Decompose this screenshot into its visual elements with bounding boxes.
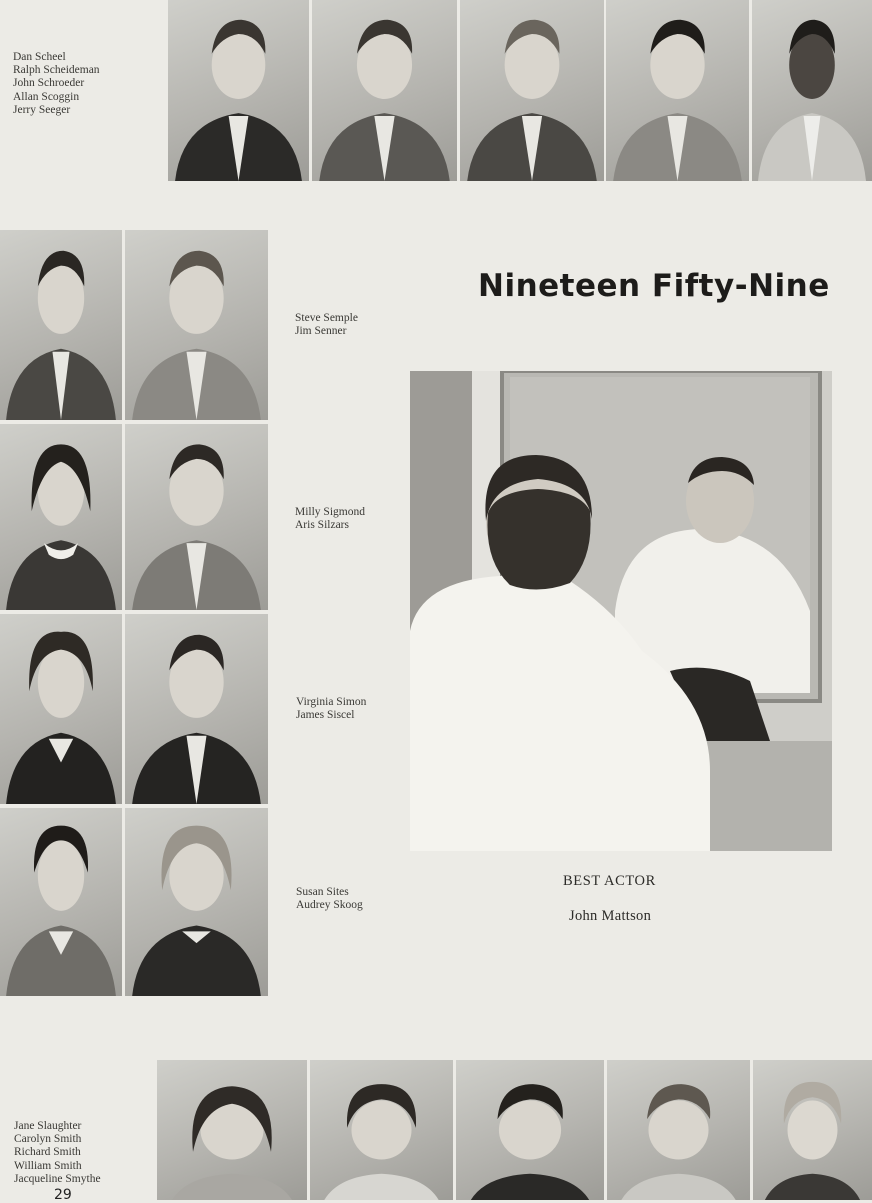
portrait-photo (125, 230, 268, 420)
portrait-photo (607, 1060, 750, 1200)
portrait-photo (0, 614, 122, 804)
student-name: Aris Silzars (295, 519, 349, 532)
portrait-photo (0, 808, 122, 996)
student-name: Virginia Simon (296, 696, 367, 708)
student-name: Milly Sigmond (295, 506, 365, 518)
portrait-photo (157, 1060, 307, 1200)
student-name: Steve Semple (295, 312, 358, 324)
student-name: James Siscel (296, 709, 355, 722)
portrait-photo (125, 424, 268, 610)
portrait-photo (310, 1060, 453, 1200)
student-name: Dan Scheel (13, 51, 66, 63)
portrait-photo (0, 230, 122, 420)
portrait-photo (460, 0, 604, 181)
student-name: Jim Senner (295, 325, 347, 338)
top-row-names (13, 51, 100, 117)
portrait-photo (753, 1060, 872, 1200)
student-name: Carolyn Smith (14, 1133, 82, 1146)
student-name: John Schroeder (13, 77, 85, 90)
bottom-row-names (14, 1120, 101, 1186)
student-name: Richard Smith (14, 1146, 81, 1159)
student-name: Jacqueline Smythe (14, 1172, 101, 1185)
row1-names (295, 312, 358, 338)
row3-names (296, 696, 366, 722)
student-name: William Smith (14, 1159, 82, 1172)
portrait-photo (312, 0, 457, 181)
page-title: Nineteen Fifty-Nine (478, 268, 830, 304)
portrait-photo (125, 614, 268, 804)
page-number: 29 (54, 1187, 72, 1203)
student-name: Ralph Scheideman (13, 64, 100, 77)
portrait-photo (606, 0, 749, 181)
portrait-photo (0, 424, 122, 610)
portrait-photo (168, 0, 309, 181)
student-name: Jerry Seeger (13, 103, 71, 116)
student-name: Allan Scoggin (13, 90, 80, 103)
portrait-photo (125, 808, 268, 996)
best-actor-photo (410, 371, 832, 851)
student-name: Audrey Skoog (296, 899, 363, 912)
award-winner: John Mattson (569, 908, 652, 924)
award-caption: BEST ACTOR (563, 873, 656, 889)
student-name: Jane Slaughter (14, 1120, 82, 1132)
portrait-photo (456, 1060, 604, 1200)
row2-names (295, 506, 365, 532)
student-name: Susan Sites (296, 886, 349, 898)
portrait-photo (752, 0, 872, 181)
row4-names (296, 886, 363, 912)
